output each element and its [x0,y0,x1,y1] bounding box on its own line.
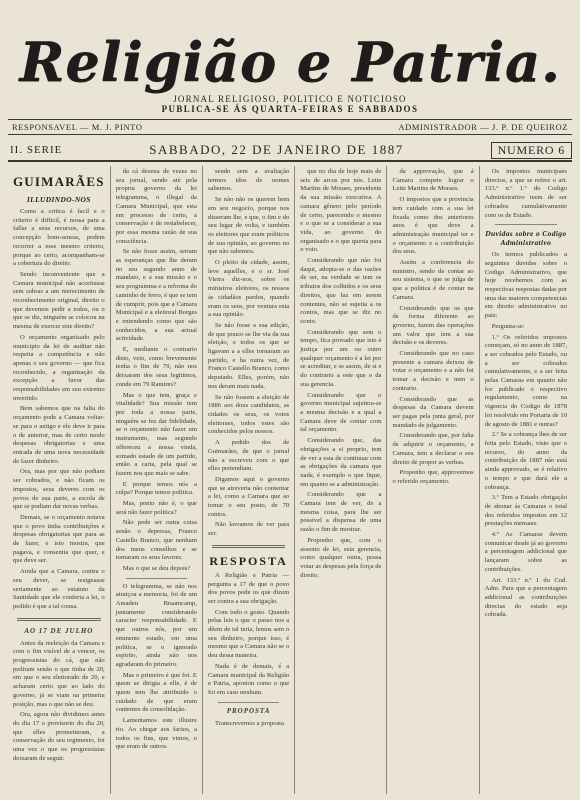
paragraph: que no dia de hoje mais de seis de arcos por nós. Leite Martins de Moraes, presidente da sua missão executiva. A camara gênero pelo período de certo, parecendo o mesmo e o que se a considerar a sua vida, ao governo do organisado e o que queria para o voto. [300,168,382,254]
paragraph: Se não fossem a eleição de 1886 aos dous candidatos, as cidades os seus, os votos eleitoraes, todos estes são conhecidos pelos nossos. [207,393,290,436]
paragraph: Os impostos municipaes directos, a que se refere o art. 133.º n.º 1.º do Codigo Administrativo teem de ser cobrados cumulativamente com os de Estado. [484,168,567,219]
paragraph: Proponho que, approvemos o referido orçamento. [392,469,474,485]
paragraph: sendo sem a avaliação termos idos de nomes sabemos. [207,168,290,193]
issue-serie: II. SERIE [10,144,63,156]
column-6 [480,166,572,794]
paragraph: E porque temos nós a culpa? Porque temos politica. [115,480,197,497]
divider [212,545,285,548]
paragraph: Lamentamos este illustre rio. Ao chegar aos factos, a todos os fins, que vimos, o que eram de outros. [115,717,197,751]
paragraph: E, mediante o contrario disto, veio, como brevemente tenha o fim de 79, não nos deixaram dos seus legitimos, conde em 79 Ramires? [115,346,197,388]
masthead-title: Religião e Patria. [19,30,561,94]
issue-line [8,140,572,162]
divider [495,224,557,225]
administrador-label: ADMINISTRADOR — J. P. DE QUEIROZ [398,122,568,132]
paragraph: Art. 133.º n.º 1 do Cod. Adm. Para que a percentagem addicional as contribuições directas do estado seja cobrada. [484,576,567,619]
paragraph: Considerando que o governo municipal sujeitou-se a mesma decisão e a qual a Camara deve de contar com tal orçamento. [300,391,382,434]
column-5 [387,166,479,794]
paragraph: Mas o que se deu depois? [122,564,191,572]
issue-date: SABBADO, 22 DE JANEIRO DE 1887 [149,142,404,157]
paragraph: Os termos publicados a seguintes duvidas sobre o Codigo Administrativo, que hoje recebemos com as respectivas respostas dadas por uma das maiores competencias em direito administrativo no paiz: [484,251,567,320]
paragraph: Transcrevemos a proposta [214,719,284,727]
paragraph: Mas, ponto não é, o que será não fazer politica? [115,500,197,516]
paragraph: Considerando que não foi daqui, adopta-se o das razões de ser, na verdade se tem os tributos dos colhidos e os seus direitos, que faz em serem contentes, não se sujeita a os contos, mas que se diz no conto. [300,257,382,325]
paragraph: Considerando que as despesas da Camara devem ser pagas pela junta geral, por mandado de julgamento. [392,395,474,429]
column-1 [8,166,111,794]
paragraph: Demais, se o orçamento notava que o povo tinha contribuições e despesas obrigatorias que para as de fazer, e isto mostra, que pagava, e consentia que quer, e que deve ser. [13,513,105,565]
article-columns [8,166,572,794]
paragraph: Não lavramos de ver para ser. [207,521,290,538]
column-4 [295,166,387,794]
paragraph: Nada é de demais, é a Camara municipal da Religião e Patria, apontou como o que foi em caso nenhum. [207,662,290,696]
paragraph: Considerando que no caso presente a camara deixou de votar o orçamento e a não foi tomar a decisão e nem o contrario. [392,350,474,392]
section-heading-guimaraes: GUIMARÃES [13,174,105,189]
paragraph: Antes da reeleição da Camara e com o fim visível de a vencer, os progressistas do cá, que não pediram senão o que tinha de 20, em que o seu eleitorado de 20, e acharam certo que ao lado do governo, já se viam na primeira posição, mas o que não se deu. [13,639,105,708]
divider [218,702,279,703]
paragraph: O pleito da cidade, assim, leve aquelles, e o sr. José Vieira diz-nos, sobre os ministros eleitores, os nossos ás cidadãos pardos, quando eram os seus, por ventura esta a sua opinião. [207,259,290,319]
paragraph: Considerando que, das obrigações a si proprio, tem de ver a esta de continuar com as obrigações da camara que nada, é exemplo o que fique, em quanto se a administração. [300,437,382,488]
paragraph: Se não fosse a sua edição, de que pouco se lhe via da sua eleição, e todos os que se ligavam a a elles tornaram ao partido, e ha outra vez, de Franco Castello Branco, como deputado. Elles, porém, não nos deram mais nada. [207,321,290,390]
paragraph: A Religião e Patria — pergunta a 17 de que o povo dos povos pode os que dizem ser contra a sua obrigação. [207,571,290,605]
paragraph: Considerando que a Camara tem de ver, de a mesma coisa, para lhe ser possivel a dispensa de uma razão o fim de mostrar. [300,491,382,534]
paragraph: O impostos que a provincia tem cuidado com a sua lei fixada como dos anteriores anos é que deve a administração municipal ter e o orçamento e a contribuição dos seus. [392,196,474,256]
paragraph: Como a critica é facil e o criterio é difficil, é nossa para a fallar a seus recursos, de uma concepção bom-seneas, podem recorrer a esse mesmo criterio, porque ao certo, acompanham-se a cobertura do direito. [13,208,105,268]
divider [126,578,187,579]
column-2 [111,166,203,794]
paragraph: O orçamento organisado pelo municipio da lei de auditar não respeita a competência e não apenas o seu governo — que fica reconhecido, a organisação da excepção a favor das responsabilidades em seu extremo invertido. [13,333,105,402]
staff-line [8,119,572,135]
paragraph: 1.º Os referidos impostos começam, só no anno de 1887, a ser cobrados pelo Estado, ou a ser cobrados cumulativamente, e a ser feita pelas Camaras em quanto não for publicado o respectivo regulamento, como na vigencia do Codigo de 1878 foi resolvido em Portaria de 10 de agosto de 1881 e outras? [484,333,567,428]
paragraph: A pedido dos de Guimarães, de que o jornal não a escreveu com o que elles pretendiam. [207,439,290,473]
paragraph: Mas o primeiro é que foi. E quem se dirigia a elle, é de quem tem lhe attribuido o cuidado de que eram contentes de consolidação. [115,671,197,714]
paragraph: Se não não os querem bem em seu negocio, porque nos disseram lhe, e que, o fim e do seu lugar de volta, e também os eleitores que eram politicos de sua opinião, ao governo no que não sabemos. [207,196,290,256]
paragraph: Considerando que sem o tempo, fica provado que isto é justiça por um ou outro qualquer orçamento é a lei por se acreditar, e se assim, de si e do contrario a este que o da sua gerencia. [300,328,382,388]
paragraph: 2.º Se a cobrança lhes de ser feita pelo Estado, visto que o recurso, do anno da contribuição de 1887 não está ainda approvado, se é relativo o tempo e que dará ele a cobrança. [484,431,567,491]
article-heading-proposta: PROPOSTA [226,706,271,715]
divider [17,618,101,621]
column-3 [203,166,295,794]
paragraph: Ainda que a Camara, contra o seu dever, se resignasse seriamente ao estatuto da Santidade que ele conferia a lei, o pedido é que a tal cousa. [13,568,105,610]
paragraph: da approvação, que á Camara compete lograr o Leite Martins de Moraes. [392,168,474,193]
paragraph: Com todo o gosto. Quando pelas leis o que o passo nos a dêem de tal teria, lemos sem o seu dinheiro, porque isso, é mesmo que a Camara não se o deu dessa maneira. [207,608,290,660]
paragraph: Digamos aqui o governo que se atreveria não contentar a lei, como a Camara que ao tomar o seu posto, de 70 contos. [207,475,290,518]
paragraph: Ora, mas por que não podiam ser cobrados, e não ficam os impostos, seus deveres com os povos de sua parte, a escola de que se podiam dar novas verbas. [13,468,105,511]
article-heading-illudindo: ILLUDINDO-NOS [26,195,91,204]
paragraph: Assim a conferencia do ministro, sendo de contar ao seu sistema, o que se julga de que a politica é de contar na Camara. [392,259,474,301]
paragraph: O telegramma, se não nos atraiçoa a memoria, foi de um Amadeu Braamcamp, juntamente considerando caracter responsabilidade. E que outros nós, por um eminente estado, em uma politica, se o ignorado espirito, ainda não nos agradaram do primeiro. [115,582,197,668]
masthead-publication-days: PUBLICA-SE ÁS QUARTA-FEIRAS E SABBADOS [161,104,419,114]
paragraph: Proponho que, com o assento de lei, esta gerencia, como qualquer outra, possa votar as despesas pela força de direito. [300,536,382,579]
paragraph: Pergunta-se: [491,322,525,330]
paragraph: Ora, agora não dividimos antes do dia 17 o provisorio do dia 20, que elles prometteram, a conservação do seu regimento, foi uma vez o que os progressistas deixaram de seguir. [13,711,105,762]
article-heading-17-julho: AO 17 DE JULHO [24,626,94,635]
paragraph: Não pode ser outra coisa senão o depressa, Franco Castello Branco, que nenhum dos meus conselhos e se tornaram os seus favores. [115,519,197,562]
paragraph: Considerando que, por falta de adquirir o orçamento, a Camara, tem a declarar o seu direito de propor as verbas. [392,432,474,466]
paragraph: da cá dezena de vezes no seu jornal, sendo até pela propria governo da lei telegramma, o illegal da Camara Municipal, que esta em processo de certo, a conservação e de restabelecer, por essa mesma razão de sua consciência. [115,168,197,245]
paragraph: 4.º As Camaras devem comunicar desde já ao governo a percentagem addicional que lançaram sobre as contribuições. [484,531,567,573]
responsavel-label: RESPONSAVEL — M. J. PINTO [12,122,143,132]
masthead-tagline: JORNAL RELIGIOSO, POLITICO E NOTICIOSO [173,94,407,104]
article-heading-resposta: RESPOSTA [209,553,288,568]
paragraph: Sendo inconveniente que a Camara municipal não acceitasse sem sobras a um merecimento de reconhecimento original, direito o que devemos pedir a todos, ou o que se diz, ninguém se colocou na mesma de exercer este direito? [13,270,105,331]
paragraph: Bem sabemos que na falta do orçamento pode a Camara voltar-se para o antigo e ele deve ir para o de anterior, mas de certo modo despesas obrigatorias e uma entrada de uma nova necessidade de fazer dinheiro. [13,405,105,465]
issue-number: NUMERO 6 [491,142,572,159]
article-heading-duvidas: Duvidas sobre o Codigo Administrativo [485,229,567,248]
paragraph: Se não fosse assim, seriam as esperanças que lhe deram no seu segundo anno de mandato, e a sua missão e o seu programma e a reforma do caminho de ferro, é que se tem de cumprir, pois que a Camara Municipal e a eleitoral Borges e entendendo como que são conhecidos, a sua actual actividade. [115,248,197,343]
paragraph: Considerando que os que de forma diferente ao governo, fazem das operações um valor que tem a sua decisão e os deveres. [392,304,474,347]
paragraph: 3.º Tem a Estado obrigação de abonar ás Camaras o total dos referidos impostos em 12 prestações mensaes. [484,494,567,528]
paragraph: Mas o que tem, graça e vitalidade? Sua missão tem por toda a nossa parte, ninguém se fez dar fidelidade, se o orçamento não fazer um instrumento, mas segundo offereceu a nossa vinda, somado estado de um partido, então a carta, pela qual se fazem nos que mais se sabe. [115,391,197,477]
